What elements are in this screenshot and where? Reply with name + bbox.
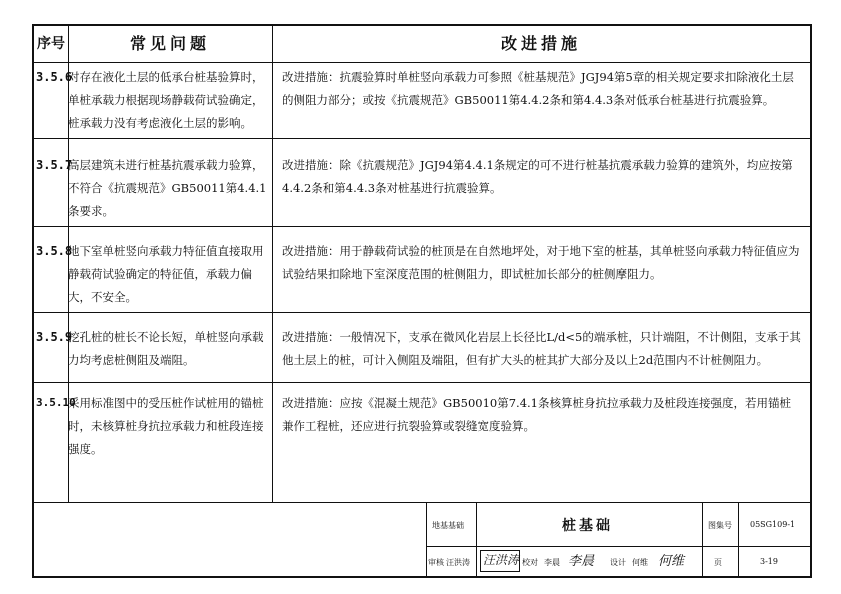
- reviewer-name: 汪洪涛: [446, 558, 470, 567]
- page-label: 页: [714, 558, 722, 567]
- header-issue: 常见问题: [129, 34, 210, 53]
- header-seq: 序号: [37, 36, 65, 52]
- measure-text: 改进措施：应按《混凝土规范》GB50010第7.4.1条核算桩身抗拉承载力及桩段连接强度，若用锚桩兼作工程桩，还应进行抗裂验算或裂缝宽度验算。: [282, 396, 791, 433]
- checker-name: 李晨: [544, 558, 560, 567]
- header-divider: [34, 62, 810, 63]
- page-number: 3-19: [760, 557, 778, 566]
- reviewer-signature-box: [480, 550, 520, 572]
- row-divider: [34, 312, 810, 313]
- issue-text: 高层建筑未进行桩基抗震承载力验算，不符合《抗震规范》GB50011第4.4.1条要求。: [68, 158, 267, 218]
- titleblock-line: [476, 502, 477, 576]
- designer-signature: 何维: [658, 554, 685, 569]
- issue-text: 采用标准图中的受压桩作试桩用的锚桩时，未核算桩身抗拉承载力和桩段连接强度。: [68, 396, 264, 456]
- review-label: 审核: [428, 558, 444, 567]
- row-divider: [34, 382, 810, 383]
- issue-text: 挖孔桩的桩长不论长短，单桩竖向承载力均考虑桩侧阻及端阻。: [68, 330, 264, 367]
- titleblock-divider: [34, 502, 810, 503]
- measure-text: 改进措施：一般情况下，支承在微风化岩层上长径比L/d<5的端承桩，只计端阻，不计侧阻，支承于其他土层上的桩，可计入侧阻及端阻，但有扩大头的桩其扩大部分及以上2d范围内不计桩侧阻力。: [282, 330, 801, 367]
- row-divider: [34, 138, 810, 139]
- titleblock-line: [426, 502, 427, 576]
- atlas-label: 图集号: [708, 521, 732, 530]
- header-measure: 改进措施: [500, 34, 581, 53]
- category-label: 地基基础: [432, 521, 464, 530]
- measure-text: 改进措施：用于静载荷试验的桩顶是在自然地坪处，对于地下室的桩基，其单桩竖向承载力特征值应为试验结果扣除地下室深度范围的桩侧阻力，即试桩加长部分的桩侧摩阻力。: [282, 244, 800, 281]
- design-label: 设计: [610, 558, 626, 567]
- titleblock-line: [738, 502, 739, 576]
- issue-text: 地下室单桩竖向承载力特征值直接取用静载荷试验确定的特征值，承载力偏大，不安全。: [68, 244, 264, 304]
- check-label: 校对: [522, 558, 538, 567]
- drawing-title: 桩基础: [562, 518, 613, 534]
- row-number: 3.5.7: [36, 158, 73, 172]
- designer-name: 何维: [632, 558, 648, 567]
- reviewer-signature: 汪洪涛: [483, 553, 520, 567]
- titleblock-line: [426, 546, 810, 547]
- measure-text: 改进措施：抗震验算时单桩竖向承载力可参照《桩基规范》JGJ94第5章的相关规定要求扣除液化土层的侧阻力部分；或按《抗震规范》GB50011第4.4.2条和第4.4.3条对低承台桩基进行抗震验算。: [282, 70, 794, 107]
- issue-text: 对存在液化土层的低承台桩基验算时，单桩承载力根据现场静载荷试验确定，桩承载力没有考虑液化土层的影响。: [68, 70, 264, 130]
- checker-signature: 李晨: [568, 554, 595, 569]
- row-number: 3.5.8: [36, 244, 73, 258]
- measure-text: 改进措施：除《抗震规范》JGJ94第4.4.1条规定的可不进行桩基抗震承载力验算的建筑外，均应按第4.4.2条和第4.4.3条对桩基进行抗震验算。: [282, 158, 793, 195]
- column-divider: [272, 26, 273, 502]
- document-frame: [32, 24, 812, 578]
- row-divider: [34, 226, 810, 227]
- atlas-number: 05SG109-1: [750, 520, 796, 529]
- row-number: 3.5.9: [36, 330, 73, 344]
- titleblock-line: [702, 502, 703, 576]
- row-number: 3.5.6: [36, 70, 73, 84]
- row-number: 3.5.10: [36, 396, 76, 409]
